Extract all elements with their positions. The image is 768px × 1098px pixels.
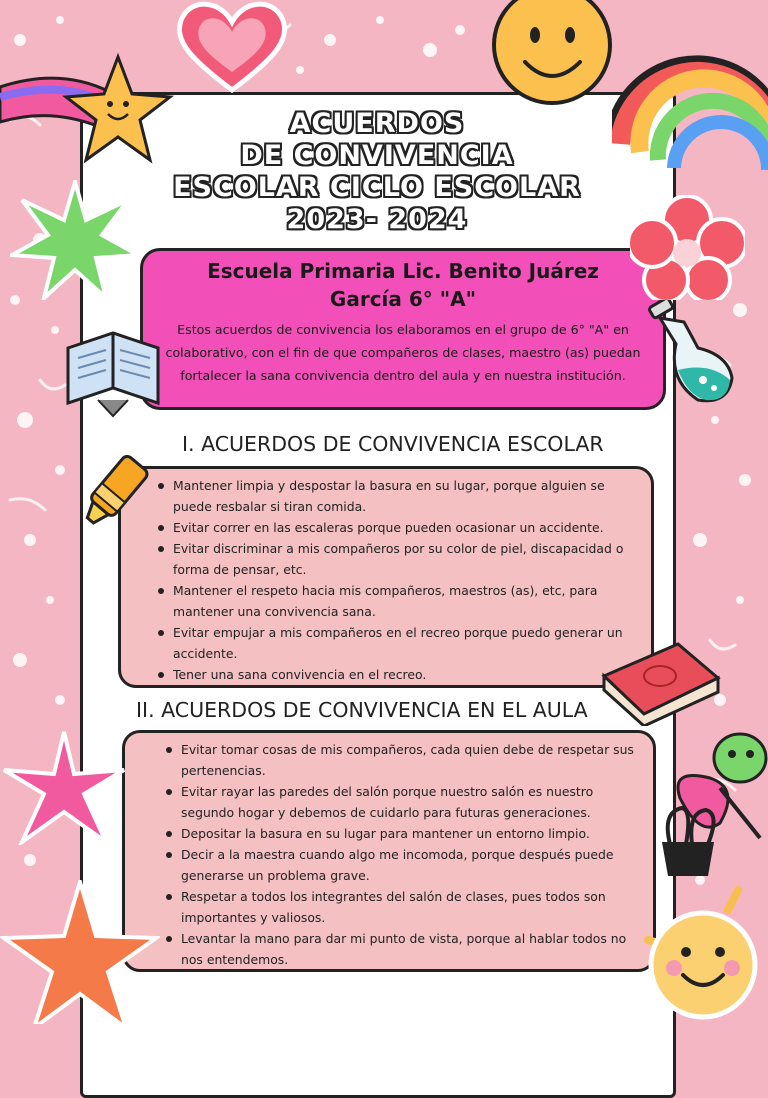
list-item: Depositar la basura en su lugar para mantener un entorno limpio. (163, 823, 641, 844)
pink-star-icon (0, 730, 128, 845)
shooting-star-icon (0, 52, 175, 167)
marker-icon (72, 455, 154, 535)
binder-clip-icon (652, 802, 724, 880)
list-item: Tener una sana convivencia en el recreo. (155, 664, 639, 685)
smiley-icon (490, 0, 615, 105)
school-name (140, 257, 666, 313)
title-line-4: 2023- 2024 (286, 204, 468, 235)
list-item: Evitar empujar a mis compañeros en el recreo porque puedo generar un accidente. (155, 622, 639, 664)
list-item: Evitar tomar cosas de mis compañeros, cada quien debe de respetar sus pertenencias. (163, 739, 641, 781)
school-description: Estos acuerdos de convivencia los elaboramos en el grupo de 6° "A" en colaborativo, con el fin de que compañeros de clases, maestro (as) puedan fortalecer la sana convivencia dentro del aula y en nuestra institución. (165, 322, 641, 383)
red-book-icon (598, 638, 723, 726)
section-2-list-box (122, 730, 656, 972)
title-line-2: DE CONVIVENCIA (240, 140, 514, 171)
section-2-heading: II. ACUERDOS DE CONVIVENCIA EN EL AULA (136, 698, 588, 722)
list-item: Evitar rayar las paredes del salón porque nuestro salón es nuestro segundo hogar y debemos de cuidarlo para futuras generaciones. (163, 781, 641, 823)
orange-star-icon (0, 880, 160, 1024)
section-1-heading: I. ACUERDOS DE CONVIVENCIA ESCOLAR (182, 432, 604, 456)
list-item: Decir a la maestra cuando algo me incomoda, porque después puede generarse un problema grave. (163, 844, 641, 886)
section-1-list-box (118, 466, 654, 688)
rainbow-icon (612, 52, 768, 192)
flower-icon (630, 195, 745, 300)
list-item: Evitar discriminar a mis compañeros por su color de piel, discapacidad o forma de pensar, etc. (155, 538, 639, 580)
book-icon (58, 318, 170, 418)
school-name-line-2: García 6° "A" (329, 287, 477, 311)
section-1-list (155, 475, 639, 685)
title-line-1: ACUERDOS (289, 108, 465, 139)
heart-icon (172, 0, 292, 95)
title-line-3: ESCOLAR CICLO ESCOLAR (173, 172, 581, 203)
list-item: Levantar la mano para dar mi punto de vista, porque al hablar todos no nos entendemos. (163, 928, 641, 970)
section-2-list (163, 739, 641, 970)
green-burst-icon (10, 180, 140, 300)
sun-face-icon (628, 880, 768, 1024)
list-item: Mantener el respeto hacia mis compañeros, maestros (as), etc, para mantener una convivencia sana. (155, 580, 639, 622)
list-item: Evitar correr en las escaleras porque pueden ocasionar un accidente. (155, 517, 639, 538)
list-item: Mantener limpia y despostar la basura en su lugar, porque alguien se puede resbalar si tiran comida. (155, 475, 639, 517)
school-name-line-1: Escuela Primaria Lic. Benito Juárez (207, 259, 599, 283)
flask-icon (628, 300, 738, 410)
list-item: Respetar a todos los integrantes del salón de clases, pues todos son importantes y valiosos. (163, 886, 641, 928)
